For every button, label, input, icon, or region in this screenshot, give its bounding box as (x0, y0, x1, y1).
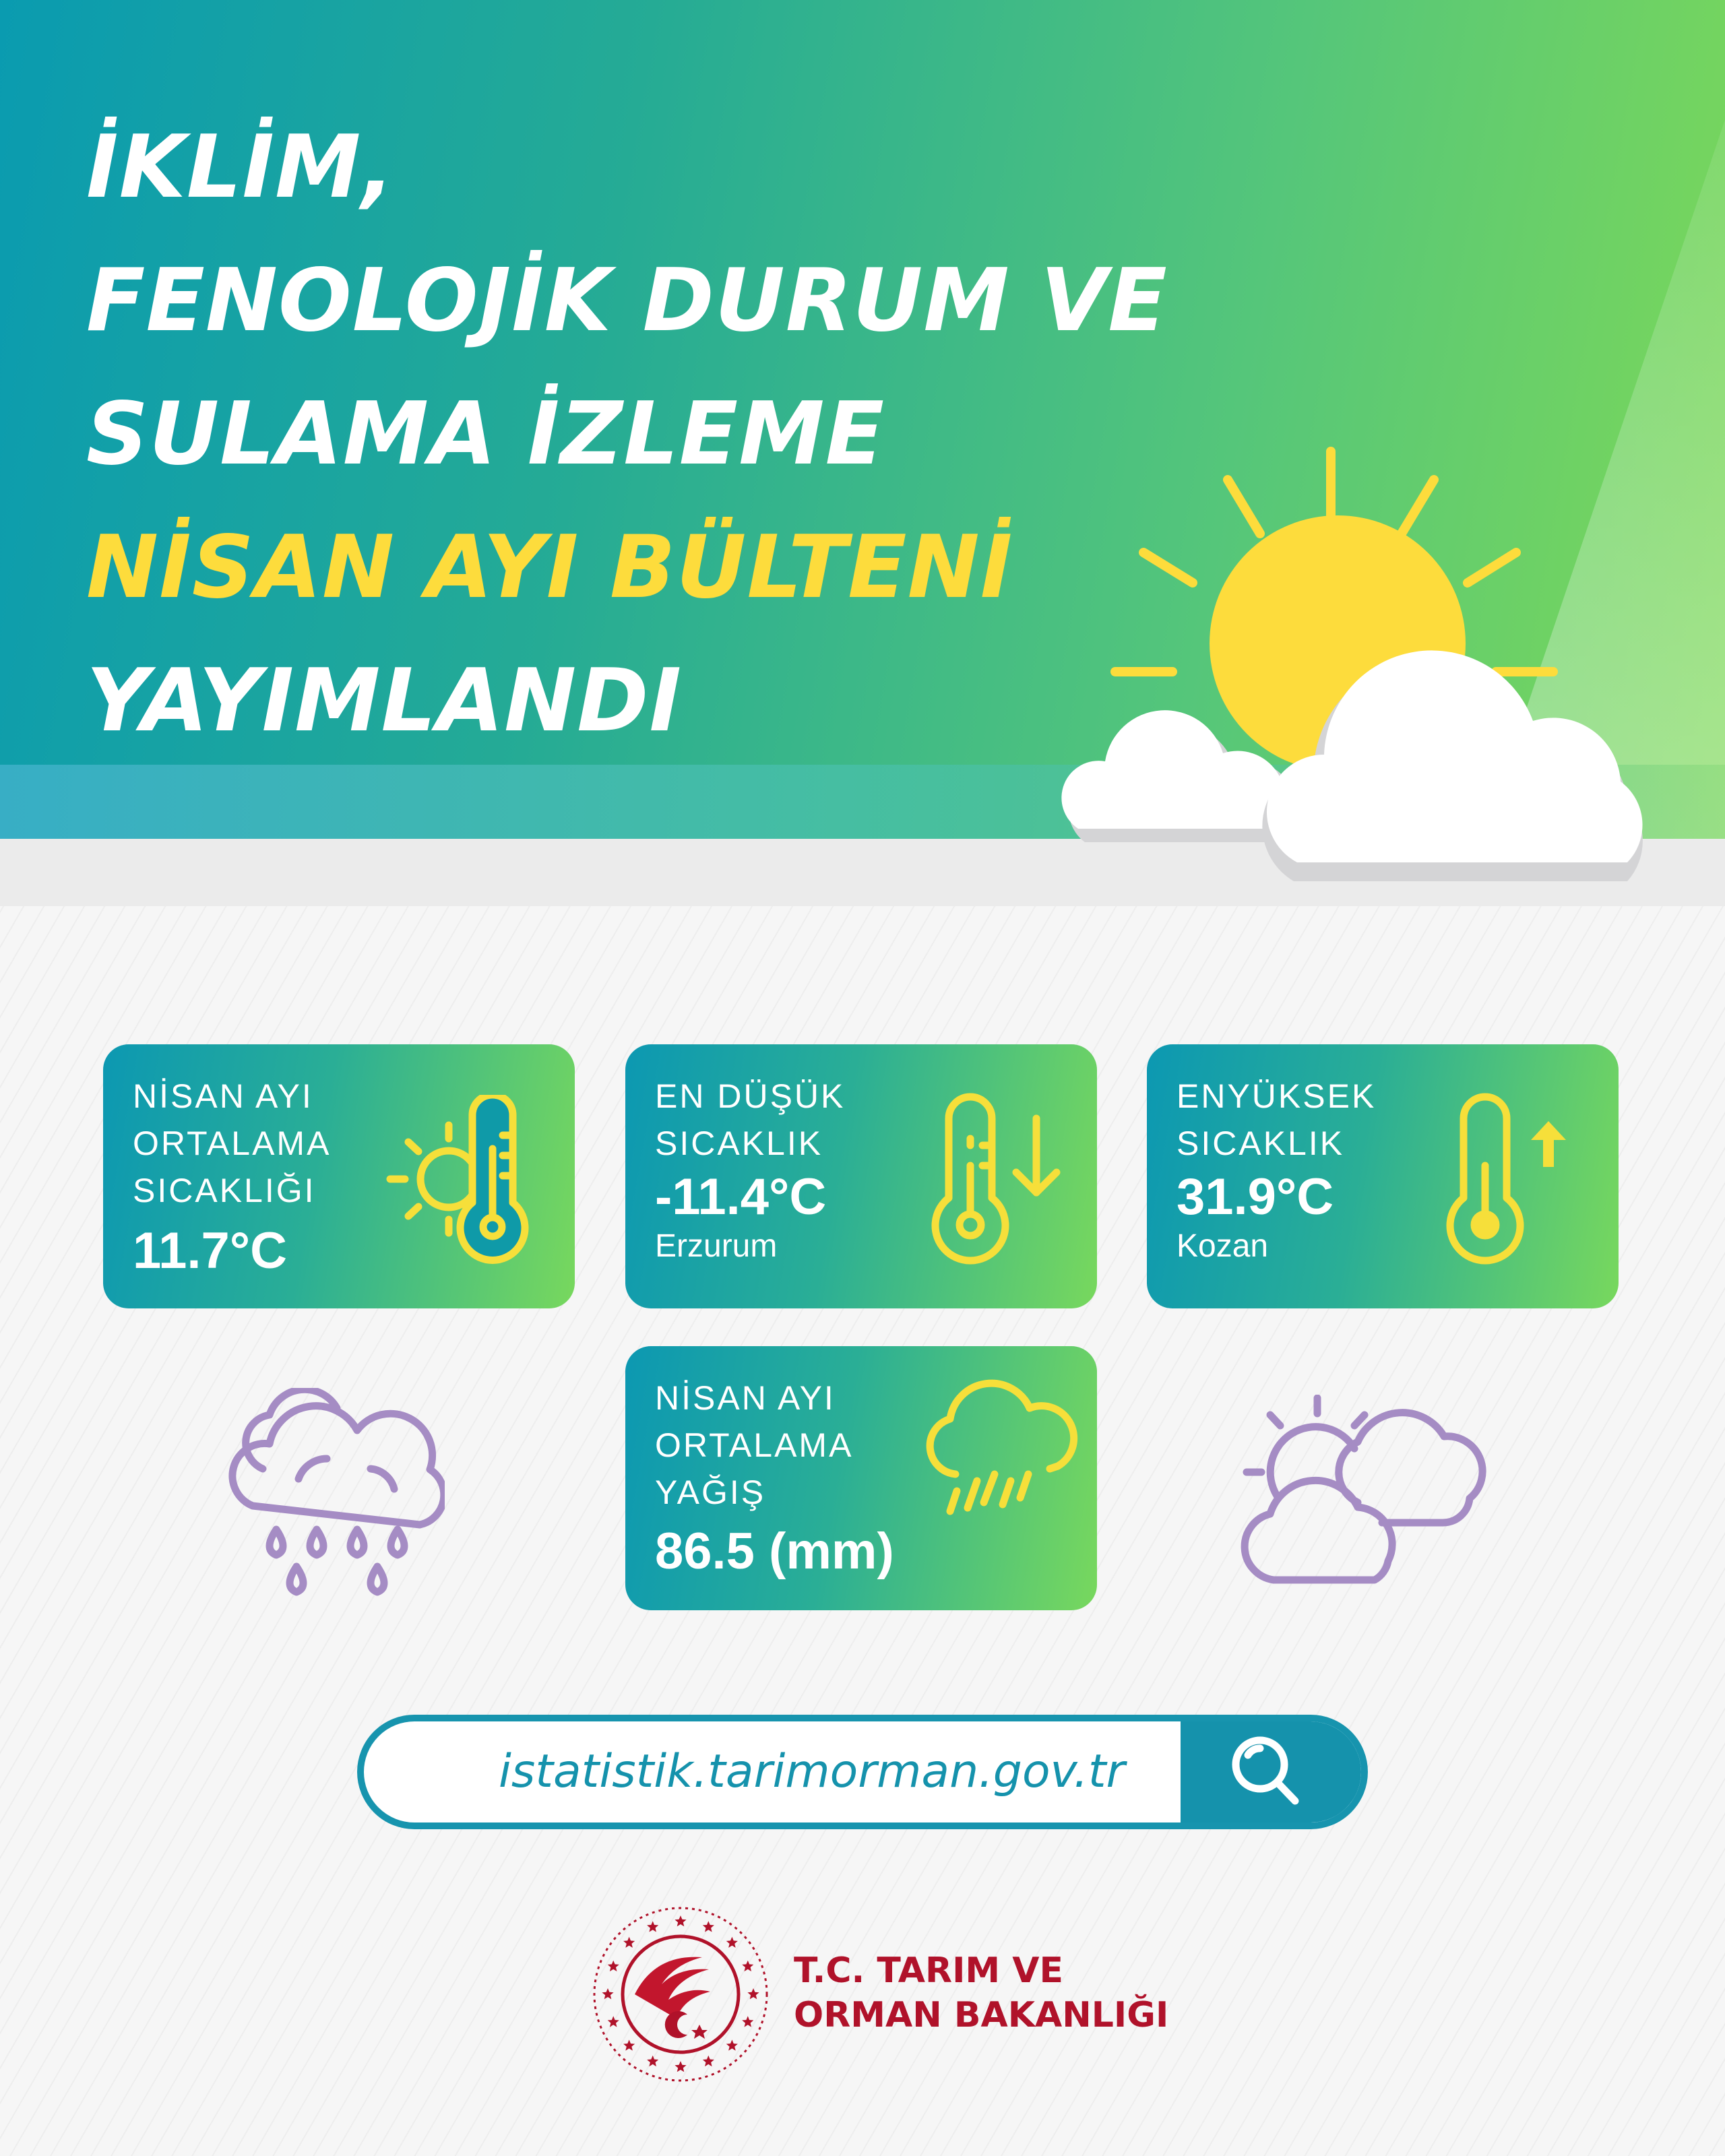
seal-star (675, 1915, 686, 1926)
seal-star (602, 1988, 613, 1999)
ministry-name-line-1: T.C. TARIM VE (794, 1951, 1064, 1991)
seal-star (608, 2016, 619, 2027)
max-temperature-location: Kozan (1177, 1228, 1269, 1264)
website-search-bar[interactable] (357, 1715, 1368, 1829)
title-line-3: SULAMA İZLEME (86, 384, 885, 484)
search-button[interactable] (1181, 1721, 1361, 1822)
title-highlight-line: NİSAN AYI BÜLTENİ (86, 517, 1013, 618)
card-label-line: ORTALAMA (655, 1426, 854, 1464)
ministry-name-line-2: ORMAN BAKANLIĞI (794, 1995, 1169, 2035)
rain-cloud-icon (908, 1373, 1084, 1528)
partly-cloudy-icon (1233, 1395, 1503, 1604)
seal-star (742, 1961, 753, 1971)
card-label-line: SICAKLIĞI (133, 1172, 316, 1209)
rain-cloud-icon (216, 1388, 445, 1610)
avg-precipitation-value: 86.5 (mm) (655, 1523, 894, 1580)
page-title (86, 101, 1168, 768)
website-url[interactable]: istatistik.tarimorman.gov.tr (499, 1745, 1125, 1798)
seal-star (647, 1921, 658, 1932)
seal-star (747, 1988, 759, 1999)
card-label-line: ORTALAMA (133, 1124, 332, 1162)
max-temperature-value: 31.9°C (1177, 1168, 1334, 1226)
thermometer-down-icon (922, 1091, 1070, 1267)
card-avg-precipitation (625, 1346, 1097, 1610)
card-label-line: NİSAN AYI (133, 1077, 313, 1115)
seal-star (623, 1937, 635, 1948)
seal-star (675, 2061, 686, 2072)
avg-temperature-value: 11.7°C (133, 1222, 288, 1279)
card-max-temperature (1147, 1044, 1619, 1308)
card-label-line: EN DÜŞÜK (655, 1077, 846, 1115)
card-label-line: NİSAN AYI (655, 1379, 836, 1417)
card-min-temperature (625, 1044, 1097, 1308)
sun-thermometer-icon (378, 1095, 553, 1270)
title-last-line: YAYIMLANDI (86, 651, 683, 751)
seal-star (647, 2056, 658, 2066)
sun-cloud-illustration (1051, 431, 1712, 889)
seal-star (742, 2016, 753, 2027)
min-temperature-value: -11.4°C (655, 1168, 827, 1226)
card-label-line: ENYÜKSEK (1177, 1077, 1377, 1115)
seal-star (726, 1937, 738, 1948)
title-line-2: FENOLOJİK DURUM VE (86, 251, 1168, 351)
seal-star (608, 1961, 619, 1971)
card-label-line: SICAKLIK (1177, 1124, 1345, 1162)
card-label-line: SICAKLIK (655, 1124, 823, 1162)
title-line-1: İKLİM, (86, 117, 395, 218)
search-icon (1181, 1721, 1361, 1822)
min-temperature-location: Erzurum (655, 1228, 778, 1264)
seal-star (726, 2039, 738, 2050)
thermometer-up-icon (1430, 1091, 1578, 1267)
ministry-seal-logo (586, 1900, 775, 2089)
seal-star (703, 1921, 714, 1932)
seal-star (703, 2056, 714, 2066)
seal-star (623, 2039, 635, 2050)
card-label-line: YAĞIŞ (655, 1473, 766, 1511)
card-avg-temperature (103, 1044, 575, 1308)
ministry-name (794, 1948, 1168, 2037)
